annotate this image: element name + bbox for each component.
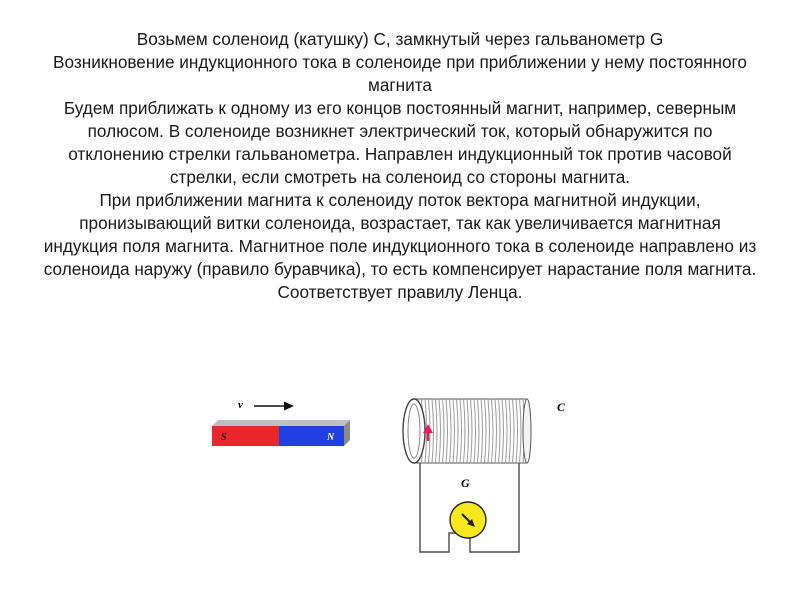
magnet-north-pole	[279, 426, 344, 446]
text-paragraph-2: При приближении магнита к соленоиду поток вектора магнитной индукции, пронизывающий витки соленоида, возрастает, так как увеличивается магнитная индукция поля магнита. Магнитное поле индукционного тока в соленоиде направлено из соленоида наружу (правило буравчика), то есть компенсирует нарастание поля магнита. Соответствует правилу Ленца.	[43, 190, 757, 302]
magnet-south-label: S	[221, 432, 227, 443]
bar-magnet	[212, 420, 350, 446]
galvanometer-label: G	[461, 476, 470, 490]
text-line-2: Возникновение индукционного тока в соленоиде при приближении у нему постоянного магнита	[53, 52, 747, 95]
text-paragraph-1: Будем приближать к одному из его концов постоянный магнит, например, северным полюсом. В соленоиде возникнет электрический ток, который обнаружится по отклонению стрелки гальванометра. Направлен индукционный ток против часовой стрелки, если смотреть на соленоид со стороны магнита.	[63, 98, 737, 187]
solenoid	[403, 399, 531, 463]
velocity-arrow-icon	[254, 402, 294, 411]
velocity-label: v	[238, 399, 243, 411]
solenoid-label: C	[557, 400, 566, 414]
magnet-north-label: N	[327, 432, 335, 443]
galvanometer	[450, 502, 486, 538]
text-line-1: Возьмем соленоид (катушку) С, замкнутый через гальванометр G	[136, 29, 664, 49]
